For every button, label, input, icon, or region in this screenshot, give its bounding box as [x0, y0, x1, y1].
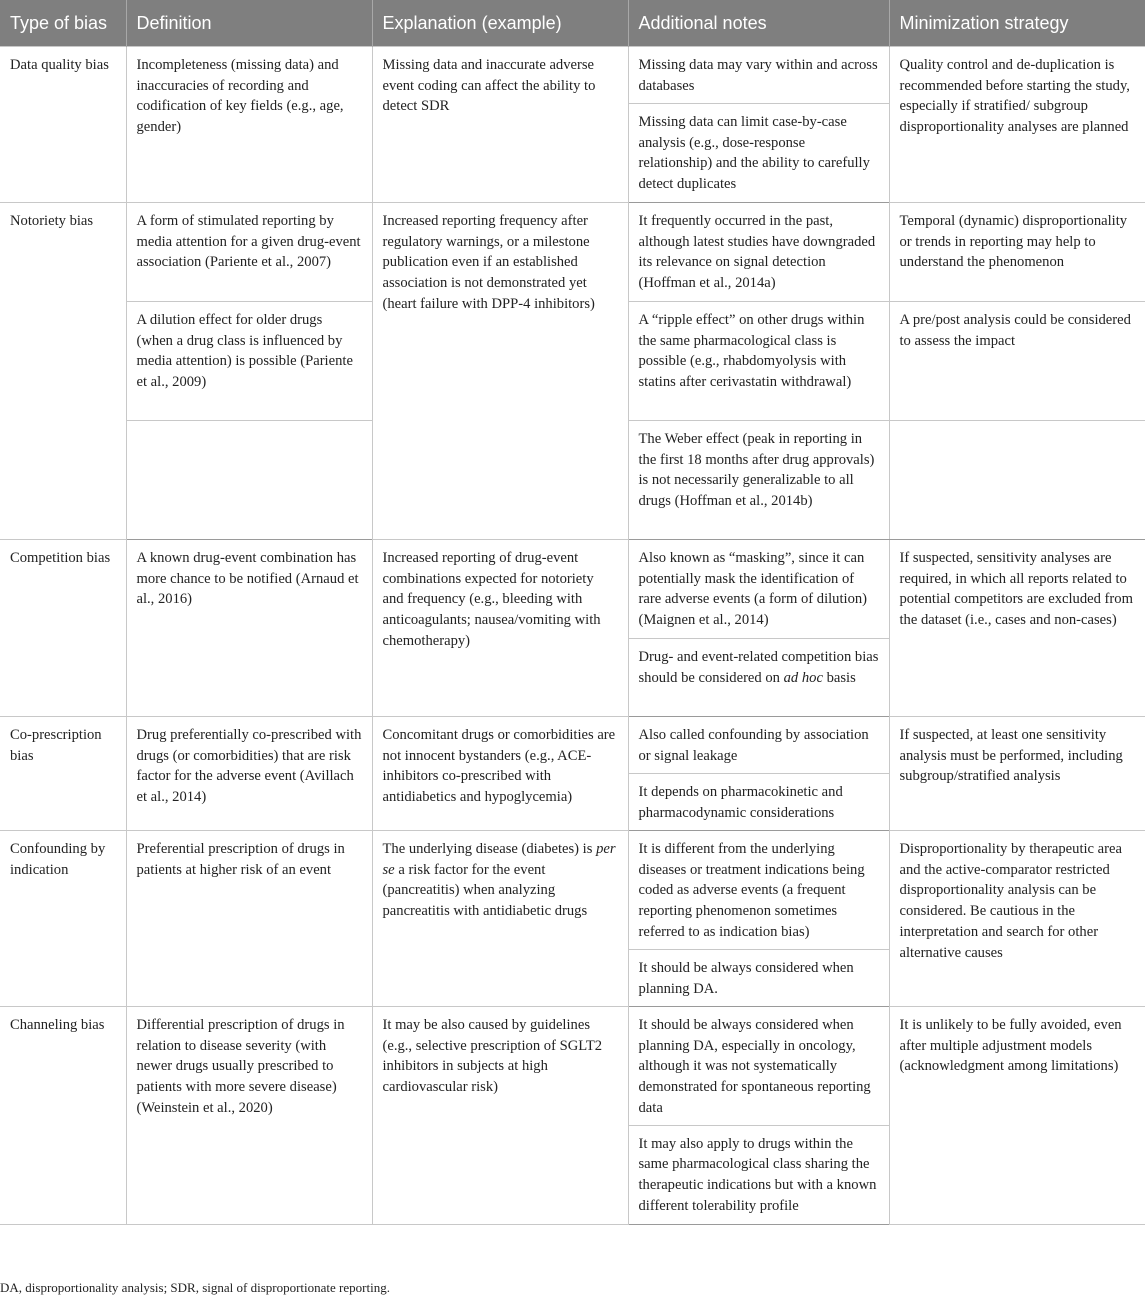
cell-explanation: It may be also caused by guidelines (e.g., selective prescription of SGLT2 inhibitors in subjects at high cardiovascular risk): [372, 1007, 628, 1225]
cell-explanation: Increased reporting of drug-event combinations expected for notoriety and frequency (e.g., bleeding with anticoagulants; nausea/vomiting with chemotherapy): [372, 540, 628, 717]
note-text: basis: [822, 669, 856, 686]
cell-note: It is different from the underlying diseases or treatment indications being coded as adverse events (a frequent reporting phenomenon sometimes referred to as indication bias): [628, 831, 889, 950]
cell-strategy: Disproportionality by therapeutic area and the active-comparator restricted disproportionality analysis can be considered. Be cautious in the interpretation and search for other alternative causes: [889, 831, 1145, 1007]
explanation-text: The underlying disease (diabetes) is: [382, 841, 597, 857]
cell-note: It may also apply to drugs within the same pharmacological class sharing the therapeutic indications but with a known different tolerability profile: [628, 1125, 889, 1224]
cell-definition: Preferential prescription of drugs in patients at higher risk of an event: [126, 831, 372, 1007]
header-definition: Definition: [126, 0, 372, 47]
cell-definition: A form of stimulated reporting by media attention for a given drug-event association (Pariente et al., 2007): [126, 203, 372, 302]
table-row: [0, 47, 1145, 104]
cell-explanation: Increased reporting frequency after regulatory warnings, or a milestone publication even if an established association is not demonstrated yet (heart failure with DPP-4 inhibitors): [372, 203, 628, 540]
cell-note: A “ripple effect” on other drugs within the same pharmacological class is possible (e.g., rhabdomyolysis with statins after cerivastatin withdrawal): [628, 302, 889, 421]
header-type: Type of bias: [0, 0, 126, 47]
explanation-italic-text: per se: [382, 841, 616, 878]
cell-note: It should be always considered when planning DA, especially in oncology, although it was not systematically demonstrated for spontaneous reporting data: [628, 1007, 889, 1126]
explanation-text: a risk factor for the event (pancreatitis) when analyzing pancreatitis with antidiabetic drugs: [382, 861, 588, 920]
cell-note: Also called confounding by association or signal leakage: [628, 717, 889, 774]
table-row: [0, 831, 1145, 950]
cell-type: Co-prescription bias: [0, 717, 126, 831]
cell-note: Also known as “masking”, since it can potentially mask the identification of rare adverse events (a form of dilution) (Maignen et al., 2014): [628, 540, 889, 639]
header-row: [0, 0, 1145, 47]
cell-strategy: A pre/post analysis could be considered to assess the impact: [889, 302, 1145, 421]
cell-note: The Weber effect (peak in reporting in the first 18 months after drug approvals) is not necessarily generalizable to all drugs (Hoffman et al., 2014b): [628, 421, 889, 540]
cell-definition: A dilution effect for older drugs (when a drug class is influenced by media attention) is possible (Pariente et al., 2009): [126, 302, 372, 421]
header-explanation: Explanation (example): [372, 0, 628, 47]
table-row: [0, 540, 1145, 639]
cell-strategy: Temporal (dynamic) disproportionality or trends in reporting may help to understand the phenomenon: [889, 203, 1145, 302]
note-italic-text: ad hoc: [783, 669, 823, 686]
cell-definition: Differential prescription of drugs in relation to disease severity (with newer drugs usually prescribed to patients with more severe disease) (Weinstein et al., 2020): [126, 1007, 372, 1225]
cell-explanation: Missing data and inaccurate adverse event coding can affect the ability to detect SDR: [372, 47, 628, 203]
table-row: [0, 717, 1145, 774]
table-row: [0, 203, 1145, 302]
cell-strategy: Quality control and de-duplication is recommended before starting the study, especially if stratified/ subgroup disproportionality analyses are planned: [889, 47, 1145, 203]
cell-type: Data quality bias: [0, 47, 126, 203]
cell-explanation: Concomitant drugs or comorbidities are not innocent bystanders (e.g., ACE-inhibitors co-prescribed with antidiabetics and hypoglycemia): [372, 717, 628, 831]
table-row: [0, 1007, 1145, 1126]
cell-definition: A known drug-event combination has more chance to be notified (Arnaud et al., 2016): [126, 540, 372, 717]
cell-note: [628, 639, 889, 717]
cell-strategy: If suspected, sensitivity analyses are required, in which all reports related to potential competitors are excluded from the dataset (i.e., cases and non-cases): [889, 540, 1145, 717]
note-text: Drug- and event-related competition bias should be considered on: [638, 649, 879, 686]
cell-type: Confounding by indication: [0, 831, 126, 1007]
header-notes: Additional notes: [628, 0, 889, 47]
cell-definition: Incompleteness (missing data) and inaccuracies of recording and codification of key fields (e.g., age, gender): [126, 47, 372, 203]
table-footnote: DA, disproportionality analysis; SDR, signal of disproportionate reporting.: [0, 1280, 390, 1295]
cell-strategy: If suspected, at least one sensitivity analysis must be performed, including subgroup/stratified analysis: [889, 717, 1145, 831]
cell-explanation: [372, 831, 628, 1007]
header-strategy: Minimization strategy: [889, 0, 1145, 47]
cell-note: Missing data may vary within and across databases: [628, 47, 889, 104]
cell-note: It frequently occurred in the past, although latest studies have downgraded its relevance on signal detection (Hoffman et al., 2014a): [628, 203, 889, 302]
cell-strategy: It is unlikely to be fully avoided, even after multiple adjustment models (acknowledgment among limitations): [889, 1007, 1145, 1225]
cell-note: It depends on pharmacokinetic and pharmacodynamic considerations: [628, 774, 889, 831]
cell-strategy-empty: [889, 421, 1145, 540]
cell-definition-empty: [126, 421, 372, 540]
cell-type: Competition bias: [0, 540, 126, 717]
cell-note: Missing data can limit case-by-case analysis (e.g., dose-response relationship) and the ability to carefully detect duplicates: [628, 104, 889, 203]
cell-note: It should be always considered when planning DA.: [628, 950, 889, 1007]
cell-type: Channeling bias: [0, 1007, 126, 1225]
cell-type: Notoriety bias: [0, 203, 126, 540]
cell-definition: Drug preferentially co-prescribed with drugs (or comorbidities) that are risk factor for the adverse event (Avillach et al., 2014): [126, 717, 372, 831]
